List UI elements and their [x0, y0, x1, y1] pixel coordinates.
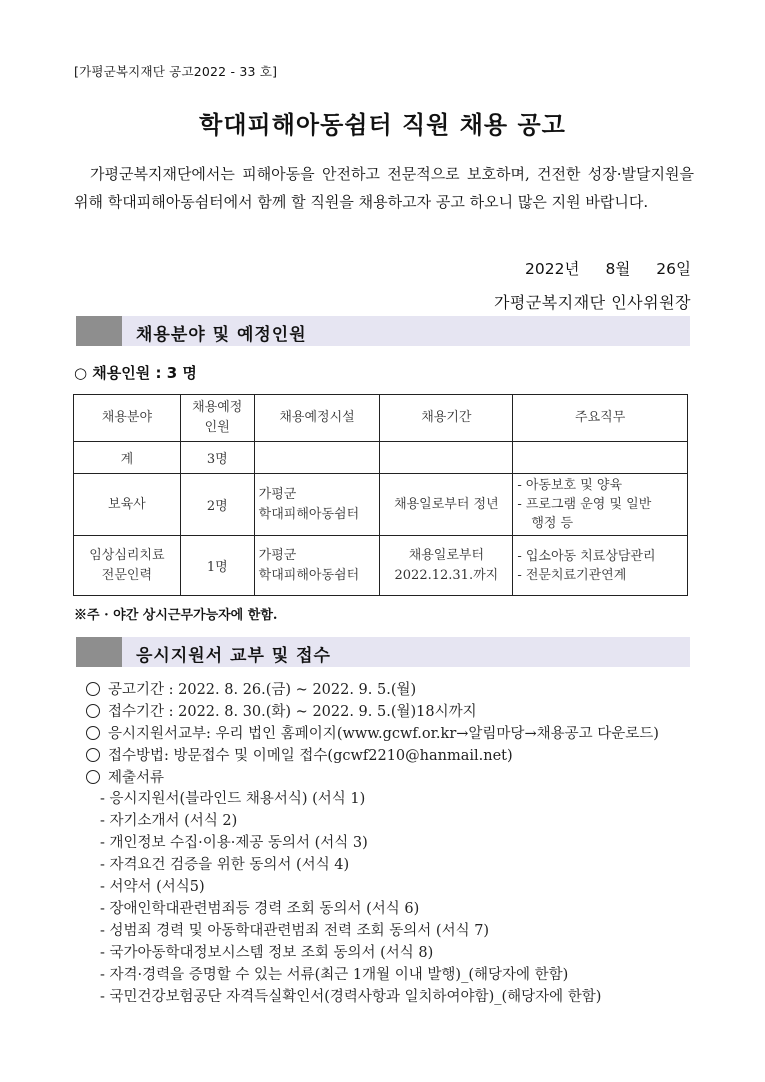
header-field: 채용분야: [74, 395, 181, 442]
section-header-application: [76, 637, 690, 667]
header-facility: 채용예정시설: [254, 395, 380, 442]
table-row-total: [74, 442, 688, 474]
header-duties: 주요직무: [513, 395, 688, 442]
section-title: 응시지원서 교부 및 접수: [136, 646, 331, 666]
circle-bullet-icon: [86, 726, 100, 740]
date-month: 8월: [605, 260, 631, 278]
section-marker: [76, 637, 122, 667]
duties-cell: - 아동보호 및 양육 - 프로그램 운영 및 일반 행정 등: [513, 474, 688, 536]
section-marker: [76, 316, 122, 346]
document-item: - 개인정보 수집·이용·제공 동의서 (서식 3): [100, 835, 368, 851]
list-item: 접수기간 : 2022. 8. 30.(화) ~ 2022. 9. 5.(월)18시까지: [86, 701, 706, 723]
list-item: 제출서류: [86, 767, 706, 789]
facility-cell: 가평군 학대피해아동쉼터: [254, 536, 380, 596]
document-item: - 장애인학대관련범죄등 경력 조회 동의서 (서식 6): [100, 901, 420, 917]
circle-bullet-icon: [86, 770, 100, 784]
header-count-line1: 채용예정: [192, 400, 243, 415]
list-item: 접수방법: 방문접수 및 이메일 접수(gcwf2210@hanmail.net): [86, 745, 706, 767]
table-note: ※주 · 야간 상시근무가능자에 한함.: [74, 608, 278, 623]
period-cell: 채용일로부터 2022.12.31.까지: [380, 536, 513, 596]
document-item: - 국가아동학대정보시스템 정보 조회 동의서 (서식 8): [100, 945, 434, 961]
list-item: 공고기간 : 2022. 8. 26.(금) ~ 2022. 9. 5.(월): [86, 679, 706, 701]
header-period: 채용기간: [380, 395, 513, 442]
header-count: [180, 395, 254, 442]
recruitment-table: [73, 394, 688, 596]
document-item: - 자격요건 검증을 위한 동의서 (서식 4): [100, 857, 350, 873]
section-title: 채용분야 및 예정인원: [136, 325, 307, 345]
list-item: 응시지원서교부: 우리 법인 홈페이지(www.gcwf.or.kr→알림마당→채용공고 다운로드): [86, 723, 706, 745]
recruit-count-heading: ○ 채용인원 : 3 명: [74, 364, 197, 382]
header-count-line2: 인원: [204, 420, 230, 435]
count-cell: 2명: [180, 474, 254, 536]
document-item: - 성범죄 경력 및 아동학대관련범죄 전력 조회 동의서 (서식 7): [100, 923, 490, 939]
total-count: 3명: [180, 442, 254, 474]
notice-number: [가평군복지재단 공고2022 - 33 호]: [74, 64, 278, 79]
circle-bullet-icon: [86, 704, 100, 718]
required-documents-list: [100, 788, 700, 1008]
circle-bullet-icon: [86, 682, 100, 696]
facility-cell: 가평군 학대피해아동쉼터: [254, 474, 380, 536]
document-item: - 자기소개서 (서식 2): [100, 813, 238, 829]
period-cell: 채용일로부터 정년: [380, 474, 513, 536]
count-cell: 1명: [180, 536, 254, 596]
circle-bullet-icon: [86, 748, 100, 762]
table-row: [74, 474, 688, 536]
table-row: [74, 536, 688, 596]
date-day: 26일: [656, 260, 691, 278]
date-year: 2022년: [525, 260, 580, 278]
total-label: 계: [74, 442, 181, 474]
issuer: 가평군복지재단 인사위원장: [493, 293, 691, 312]
document-item: - 서약서 (서식5): [100, 879, 205, 895]
intro-paragraph: 가평군복지재단에서는 피해아동을 안전하고 전문적으로 보호하며, 건전한 성장·발달지원을 위해 학대피해아동쉼터에서 함께 할 직원을 채용하고자 공고 하오니 많은 지원 바랍니다.: [74, 165, 694, 211]
application-info-list: [86, 679, 706, 789]
table-header-row: [74, 395, 688, 442]
page-title: 학대피해아동쉼터 직원 채용 공고: [199, 111, 566, 139]
duties-cell: - 입소아동 치료상담관리 - 전문치료기관연계: [513, 536, 688, 596]
field-cell: 임상심리치료 전문인력: [74, 536, 181, 596]
announcement-date: [525, 257, 691, 279]
document-item: - 국민건강보험공단 자격득실확인서(경력사항과 일치하여야함)_(해당자에 한함): [100, 989, 602, 1005]
section-header-recruitment: [76, 316, 690, 346]
field-cell: 보육사: [74, 474, 181, 536]
document-item: - 응시지원서(블라인드 채용서식) (서식 1): [100, 791, 366, 807]
document-item: - 자격·경력을 증명할 수 있는 서류(최근 1개월 이내 발행)_(해당자에 한함): [100, 967, 569, 983]
